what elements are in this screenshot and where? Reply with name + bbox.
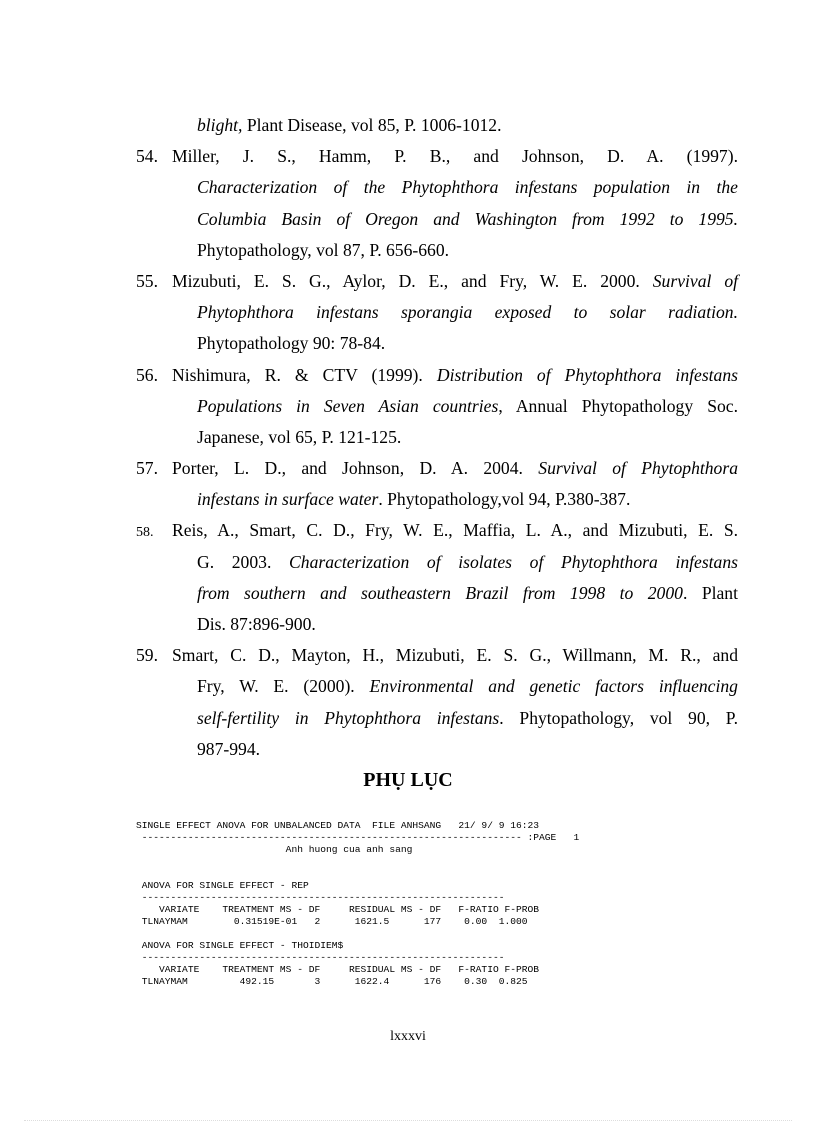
reference-56: 56. Nishimura, R. & CTV (1999). Distribution of Phytophthora infestans [136,360,738,391]
reference-number: 55. [136,270,158,291]
anova-section-rule: --------------------------------------------------------------- [136,952,505,963]
reference-number: 58. [136,525,154,541]
reference-54-line: Phytopathology, vol 87, P. 656-660. [197,239,450,260]
anova-data-row: TLNAYMAM 492.15 3 1622.4 176 0.30 0.825 [136,976,528,987]
reference-53-tail: blight, Plant Disease, vol 85, P. 1006-1012. [197,115,502,135]
anova-section-thoidiem-title: ANOVA FOR SINGLE EFFECT - THOIDIEM$ [136,940,344,951]
reference-54-line: Characterization of the Phytophthora infestans population in the [197,177,738,198]
reference-59: 59. Smart, C. D., Mayton, H., Mizubuti, E. S. G., Willmann, M. R., and [136,640,738,671]
anova-section-rep-title: ANOVA FOR SINGLE EFFECT - REP [136,880,309,891]
reference-58: 58. Reis, A., Smart, C. D., Fry, W. E., Maffia, L. A., and Mizubuti, E. S. [136,515,738,546]
reference-59-line: 987-994. [197,738,261,759]
reference-list [136,110,738,765]
anova-section-rule: --------------------------------------------------------------- [136,892,505,903]
anova-column-headers: VARIATE TREATMENT MS - DF RESIDUAL MS - DF F-RATIO F-PROB [136,904,540,915]
reference-54-line: Columbia Basin of Oregon and Washington from 1992 to 1995. [197,208,738,229]
reference-58-line: Dis. 87:896-900. [197,614,316,634]
reference-55-line: Phytopathology 90: 78-84. [197,333,386,354]
reference-57: 57. Porter, L. D., and Johnson, D. A. 2004. Survival of Phytophthora [136,453,738,484]
reference-number: 57. [136,458,158,479]
anova-rule-page: ------------------------------------------------------------------ :PAGE 1 [136,832,580,843]
reference-57-line: infestans in surface water. Phytopathology,vol 94, P.380-387. [197,489,631,510]
reference-59-line: self-fertility in Phytophthora infestans. Phytopathology, vol 90, P. [197,707,738,728]
reference-58-line: from southern and southeastern Brazil from 1998 to 2000. Plant [197,582,738,603]
appendix-title: PHỤ LỤC [363,769,453,791]
page-bottom-divider [24,1120,792,1121]
page-number: lxxxvi [390,1029,426,1044]
reference-number: 59. [136,645,158,666]
reference-56-line: Japanese, vol 65, P. 121-125. [197,426,402,447]
reference-58-line: G. 2003. Characterization of isolates of Phytophthora infestans [197,551,739,572]
reference-56-line: Populations in Seven Asian countries, Annual Phytopathology Soc. [197,395,738,416]
reference-55-line: Phytophthora infestans sporangia exposed to solar radiation. [197,302,738,323]
anova-column-headers: VARIATE TREATMENT MS - DF RESIDUAL MS - DF F-RATIO F-PROB [136,964,540,975]
anova-subtitle: Anh huong cua anh sang [136,844,413,855]
reference-54: 54. Miller, J. S., Hamm, P. B., and Johnson, D. A. (1997). [136,141,738,172]
reference-number: 56. [136,364,158,385]
reference-59-line: Fry, W. E. (2000). Environmental and genetic factors influencing [197,676,738,697]
reference-55: 55. Mizubuti, E. S. G., Aylor, D. E., and Fry, W. E. 2000. Survival of [136,266,738,297]
anova-header: SINGLE EFFECT ANOVA FOR UNBALANCED DATA FILE ANHSANG 21/ 9/ 9 16:23 [136,820,540,831]
anova-data-row: TLNAYMAM 0.31519E-01 2 1621.5 177 0.00 1.000 [136,916,528,927]
reference-number: 54. [136,146,158,167]
